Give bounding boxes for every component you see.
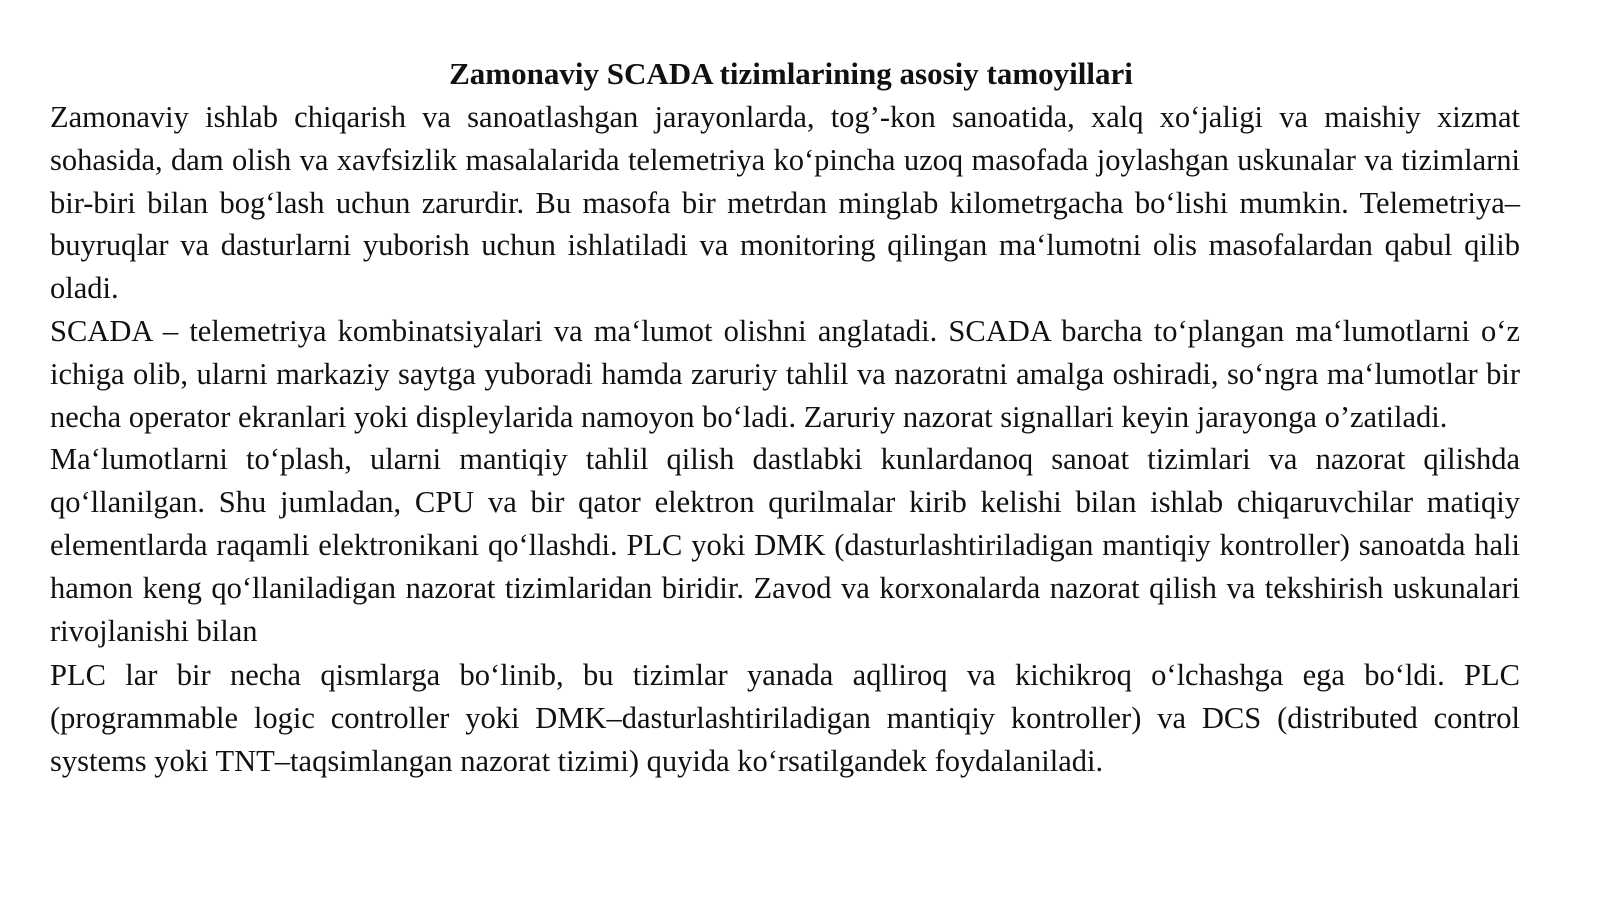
paragraph-data-collection: Ma‘lumotlarni to‘plash, ularni mantiqiy tahlil qilish dastlabki kunlardanoq sanoat tizimlari va nazorat qilishda qo‘llanilgan. Shu jumladan, CPU va bir qator elektron qurilmalar kirib kelishi bilan ishlab chiqaruvchilar matiqiy elementlarda raqamli elektronikani qo‘llashdi. PLC yoki DMK (dasturlashtiriladigan mantiqiy kontroller) sanoatda hali hamon keng qo‘llaniladigan nazorat tizimlaridan biridir. Zavod va korxonalarda nazorat qilish va tekshirish uskunalari rivojlanishi bilan xyxy=(50,442,1520,648)
paragraph-scada: SCADA – telemetriya kombinatsiyalari va ma‘lumot olishni anglatadi. SCADA barcha to‘plangan ma‘lumotlarni o‘z ichiga olib, ularni markaziy saytga yuboradi hamda zaruriy tahlil va nazoratni amalga oshiradi, so‘ngra ma‘lumotlar bir necha operator ekranlari yoki displeylarida namoyon bo‘ladi. Zaruriy nazorat signallari keyin jarayonga o’zatiladi. xyxy=(50,313,1520,434)
document-body xyxy=(50,52,1520,783)
paragraph-plc-dcs: PLC lar bir necha qismlarga bo‘linib, bu tizimlar yanada aqlliroq va kichikroq o‘lchashga ega bo‘ldi. PLC (programmable logic controller yoki DMK–dasturlashtiriladigan mantiqiy kontroller) va DCS (distributed control systems yoki TNT–taqsimlangan nazorat tizimi) quyida ko‘rsatilgandek foydalaniladi. xyxy=(50,658,1520,778)
paragraph-telemetry: Zamonaviy ishlab chiqarish va sanoatlashgan jarayonlarda, tog’-kon sanoatida, xalq xo‘jaligi va maishiy xizmat sohasida, dam olish va xavfsizlik masalalarida telemetriya ko‘pincha uzoq masofada joylashgan uskunalar va tizimlarni bir-biri bilan bog‘lash uchun zarurdir. Bu masofa bir metrdan minglab kilometrgacha bo‘lishi mumkin. Telemetriya– buyruqlar va dasturlarni yuborish uchun ishlatiladi va monitoring qilingan ma‘lumotni olis masofalardan qabul qilib oladi. xyxy=(50,100,1520,306)
document-title: Zamonaviy SCADA tizimlarining asosiy tamoyillari xyxy=(449,56,1133,91)
